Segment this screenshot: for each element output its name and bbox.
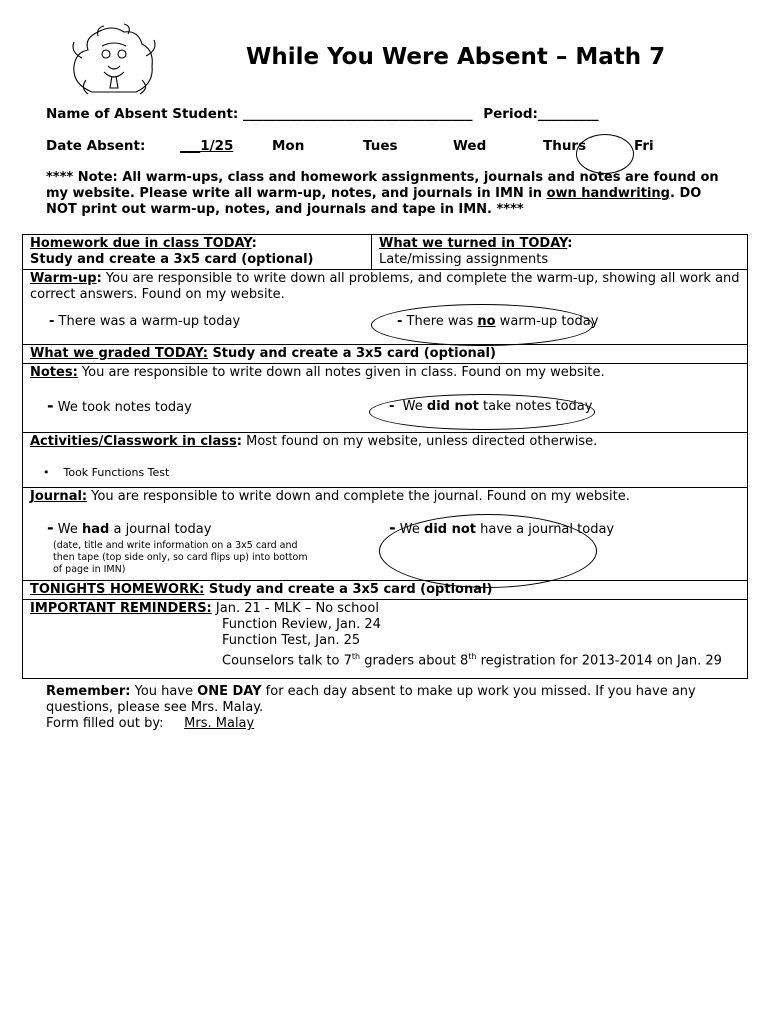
reminder-item: Function Review, Jan. 24 xyxy=(222,617,381,632)
notes-label: Notes: xyxy=(30,365,78,380)
period-label: Period: xyxy=(483,106,538,122)
website-note: **** Note: All warm-ups, class and homework assignments, journals and notes are found on my website. Please write all warm-up, notes, and journals in IMN in own handwriting. DO NOT print out warm-up, notes, and journals and tape in IMN. **** xyxy=(46,170,719,217)
journal-card-instructions: (date, title and write information on a 3x5 card and then tape (top side only, so card flips up) into bottom of page in IMN) xyxy=(53,540,308,575)
warmup-option-no: - There was no warm-up today xyxy=(397,314,599,329)
homework-due-value: Study and create a 3x5 card (optional) xyxy=(30,252,314,267)
reminder-item: Counselors talk to 7th graders about 8th registration for 2013-2014 on Jan. 29 xyxy=(222,652,722,669)
period-blank: _________ xyxy=(537,106,599,122)
footer xyxy=(46,684,726,732)
reminder-item: Jan. 21 - MLK – No school xyxy=(211,601,379,616)
notes-circle-mark xyxy=(369,394,595,430)
name-blank: __________________________________ xyxy=(243,106,473,122)
thurs-circle-mark xyxy=(576,134,634,174)
remember-text: Remember: You have ONE DAY for each day absent to make up work you missed. If you have any questions, please see Mrs. Malay. xyxy=(46,684,696,715)
filled-by-label: Form filled out by: xyxy=(46,716,164,731)
date-label: Date Absent: xyxy=(46,138,146,154)
activities-label: Activities/Classwork in class xyxy=(30,434,237,449)
name-label: Name of Absent Student: xyxy=(46,106,239,122)
activities-bullet: • Took Functions Test xyxy=(43,466,170,479)
turned-in-label: What we turned in TODAY xyxy=(379,236,568,251)
turned-in-value: Late/missing assignments xyxy=(379,252,549,267)
page-title: While You Were Absent – Math 7 xyxy=(246,44,666,70)
graded-value: Study and create a 3x5 card (optional) xyxy=(207,346,496,361)
bulldog-mascot-image xyxy=(62,22,166,100)
reminder-item: Function Test, Jan. 25 xyxy=(222,633,361,648)
day-fri: Fri xyxy=(634,138,654,154)
day-wed: Wed xyxy=(453,138,487,154)
warmup-option-yes: - There was a warm-up today xyxy=(49,314,241,329)
filled-by-value: Mrs. Malay xyxy=(184,716,255,731)
homework-due-cell: Homework due in class TODAY: Study and create a 3x5 card (optional) xyxy=(23,235,372,270)
journal-label: Journal: xyxy=(30,489,88,504)
graded-label: What we graded TODAY: xyxy=(30,346,208,361)
tonight-label: TONIGHTS HOMEWORK: xyxy=(30,582,205,597)
warmup-label: Warm-up xyxy=(30,271,97,286)
notes-option-yes: - We took notes today xyxy=(47,396,192,415)
journal-option-yes: - We had a journal today xyxy=(47,518,212,537)
journal-option-no: - We did not have a journal today xyxy=(389,518,615,537)
warmup-cell: Warm-up: You are responsible to write down all problems, and complete the warm-up, showing all work and correct answers. Found on my website. - There was a warm-up today - There was no warm-up today xyxy=(23,270,748,345)
warmup-circle-mark xyxy=(371,304,593,346)
notes-cell: Notes: You are responsible to write down all notes given in class. Found on my website. - We took notes today - We did not take notes today xyxy=(23,364,748,433)
name-row xyxy=(46,106,599,122)
journal-cell: Journal: You are responsible to write down and complete the journal. Found on my website. - We had a journal today (date, title and write information on a 3x5 card and then tape (top side only, so card flips up) into bottom of page in IMN) - We did not have a journal today xyxy=(23,488,748,581)
notes-option-no: - We did not take notes today xyxy=(389,399,593,414)
tonight-cell xyxy=(23,581,748,600)
turned-in-cell: What we turned in TODAY: Late/missing assignments xyxy=(372,235,748,270)
own-handwriting-emphasis: own handwriting xyxy=(546,186,670,201)
day-thurs: Thurs xyxy=(543,138,587,154)
absence-table xyxy=(22,234,748,679)
date-value: ___1/25 xyxy=(180,138,234,154)
tonight-value: Study and create a 3x5 card (optional) xyxy=(204,582,493,597)
activities-cell: Activities/Classwork in class: Most found on my website, unless directed otherwise. • Took Functions Test xyxy=(23,433,748,488)
day-mon: Mon xyxy=(272,138,305,154)
reminders-cell xyxy=(23,600,748,679)
homework-due-label: Homework due in class TODAY xyxy=(30,236,252,251)
graded-cell xyxy=(23,345,748,364)
journal-circle-mark xyxy=(379,514,597,588)
reminders-label: IMPORTANT REMINDERS: xyxy=(30,601,212,616)
day-tues: Tues xyxy=(363,138,398,154)
